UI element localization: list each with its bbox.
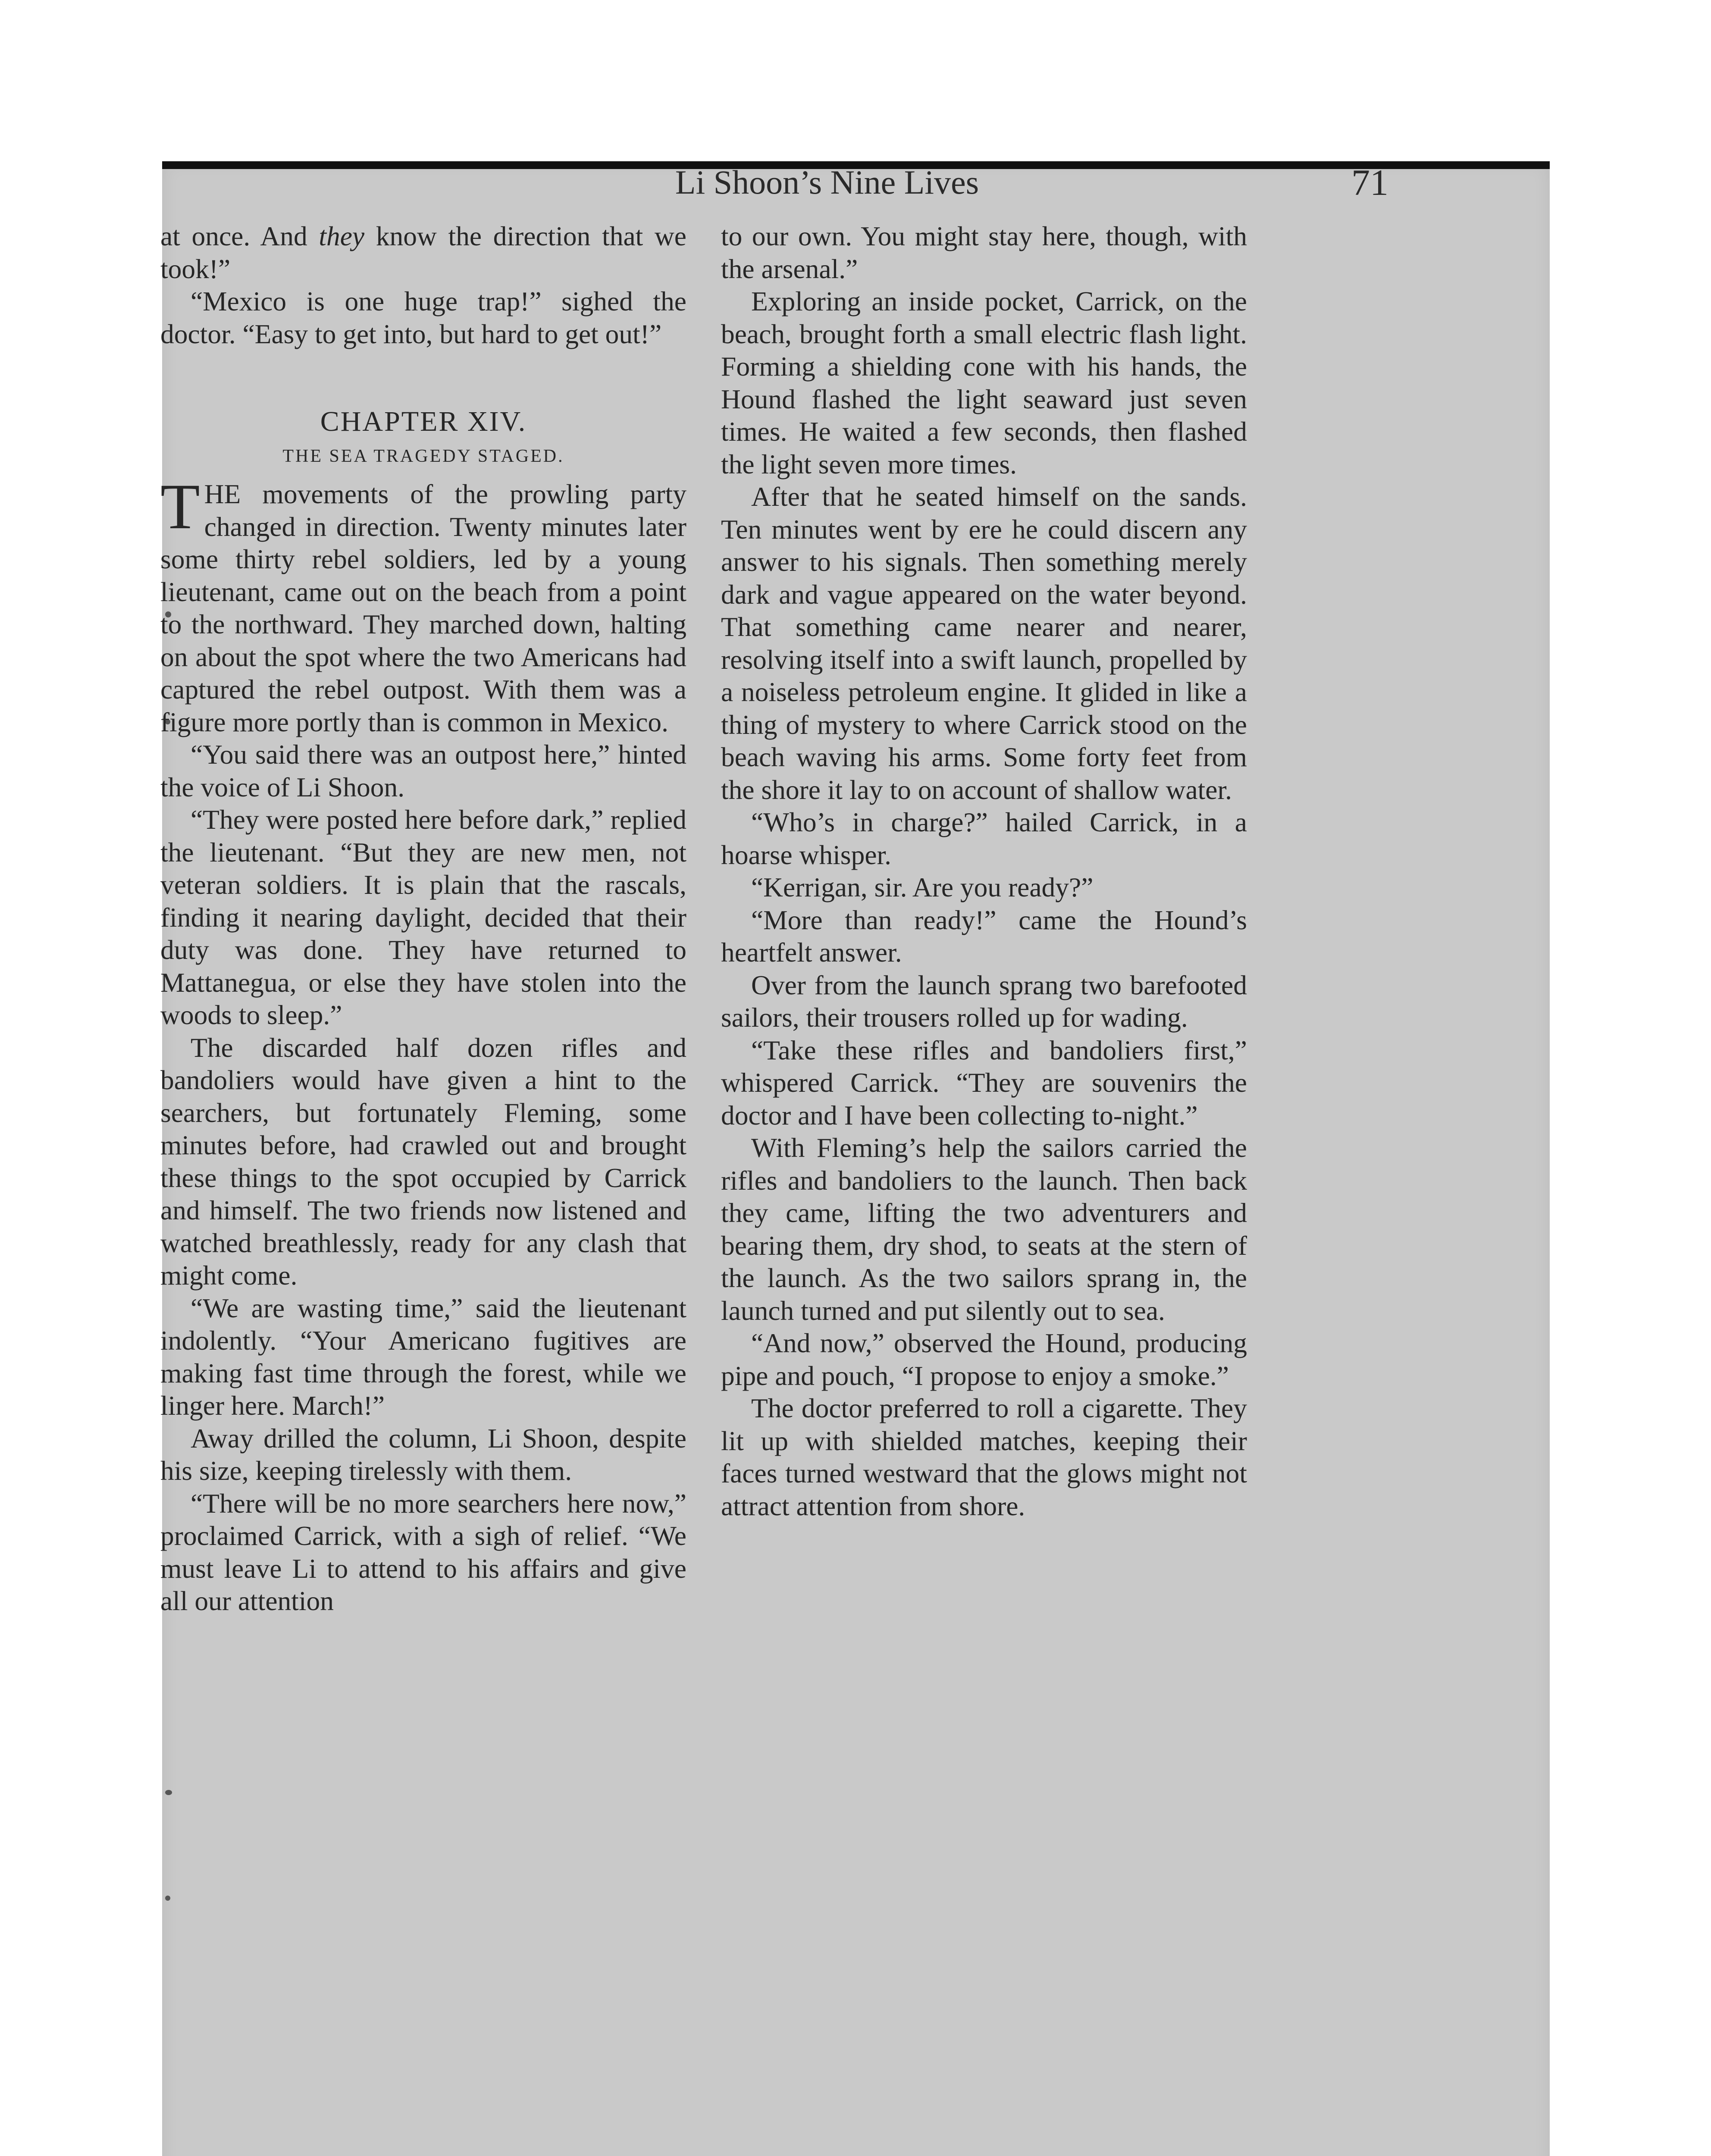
paragraph: The doctor preferred to roll a cigarette. They lit up with shielded matches, keeping their faces turned westward that the glows might not attract attention from shore. xyxy=(721,1393,1247,1521)
paragraph: “They were posted here before dark,” replied the lieutenant. “But they are new men, not veteran soldiers. It is plain that the rascals, finding it nearing daylight, decided that their duty was done. They have returned to Mattanegua, or else they have stolen into the woods to sleep.” xyxy=(160,804,686,1030)
binding-hole xyxy=(165,1790,172,1795)
paragraph: “Who’s in charge?” hailed Carrick, in a hoarse whisper. xyxy=(721,807,1247,870)
binding-hole xyxy=(165,1896,170,1901)
paragraph: Exploring an inside pocket, Carrick, on the beach, brought forth a small electric flash light. Forming a shielding cone with his hands, the Hound flashed the light seaward just seven times. He waited a few seconds, then flashed the light seven more times. xyxy=(721,286,1247,479)
paragraph: “You said there was an outpost here,” hinted the voice of Li Shoon. xyxy=(160,739,686,802)
page-number: 71 xyxy=(1351,162,1388,203)
paragraph: THE movements of the prowling party changed in direction. Twenty minutes later some thirty rebel soldiers, led by a young lieutenant, came out on the beach from a point to the northward. They marched down, halting on about the spot where the two Americans had captured the rebel outpost. With them was a figure more portly than is common in Mexico. xyxy=(160,471,686,737)
paragraph: The discarded half dozen rifles and bandoliers would have given a hint to the searchers, but fortunately Fleming, some minutes before, had crawled out and brought these things to the spot occupied by Carrick and himself. The two friends now listened and watched breathlessly, ready for any clash that might come. xyxy=(160,1032,686,1291)
running-title: Li Shoon’s Nine Lives xyxy=(675,163,979,201)
paragraph: “Mexico is one huge trap!” sighed the doctor. “Easy to get into, but hard to get out!” xyxy=(160,286,686,349)
paragraph: With Fleming’s help the sailors carried the rifles and bandoliers to the launch. Then back they came, lifting the two adventurers and bearing them, dry shod, to seats at the stern of the launch. As the two sailors sprang in, the launch turned and put silently out to sea. xyxy=(721,1132,1247,1326)
chapter-subtitle: THE SEA TRAGEDY STAGED. xyxy=(282,446,564,466)
paragraph: Over from the launch sprang two barefooted sailors, their trousers rolled up for wading. xyxy=(721,969,1247,1033)
right-column xyxy=(721,220,1247,1522)
paragraph: “Take these rifles and bandoliers first,” whispered Carrick. “They are souvenirs the doctor and I have been collecting to-night.” xyxy=(721,1034,1247,1131)
paragraph: at once. And they know the direction that we took!” xyxy=(160,221,686,284)
paragraph: After that he seated himself on the sands. Ten minutes went by ere he could discern any answer to his signals. Then something merely dark and vague appeared on the water beyond. That something came nearer and nearer, resolving itself into a swift launch, propelled by a noiseless petroleum engine. It glided in like a thing of mystery to where Carrick stood on the beach waving his arms. Some forty feet from the shore it lay to on account of shallow water. xyxy=(721,481,1247,805)
paragraph: “There will be no more searchers here now,” proclaimed Carrick, with a sigh of relief. “We must leave Li to attend to his affairs and give all our attention xyxy=(160,1488,686,1616)
paragraph: Away drilled the column, Li Shoon, despite his size, keeping tirelessly with them. xyxy=(160,1423,686,1486)
left-column xyxy=(160,220,686,1617)
paragraph: “Kerrigan, sir. Are you ready?” xyxy=(751,872,1094,903)
paragraph: “More than ready!” came the Hound’s heartfelt answer. xyxy=(721,904,1247,968)
paragraph: to our own. You might stay here, though, with the arsenal.” xyxy=(721,221,1247,284)
paragraph: “And now,” observed the Hound, producing pipe and pouch, “I propose to enjoy a smoke.” xyxy=(721,1328,1247,1391)
chapter-title: CHAPTER XIV. xyxy=(320,406,527,437)
paragraph: “We are wasting time,” said the lieutenant indolently. “Your Americano fugitives are making fast time through the forest, while we linger here. March!” xyxy=(160,1292,686,1421)
drop-cap: T xyxy=(160,471,200,542)
